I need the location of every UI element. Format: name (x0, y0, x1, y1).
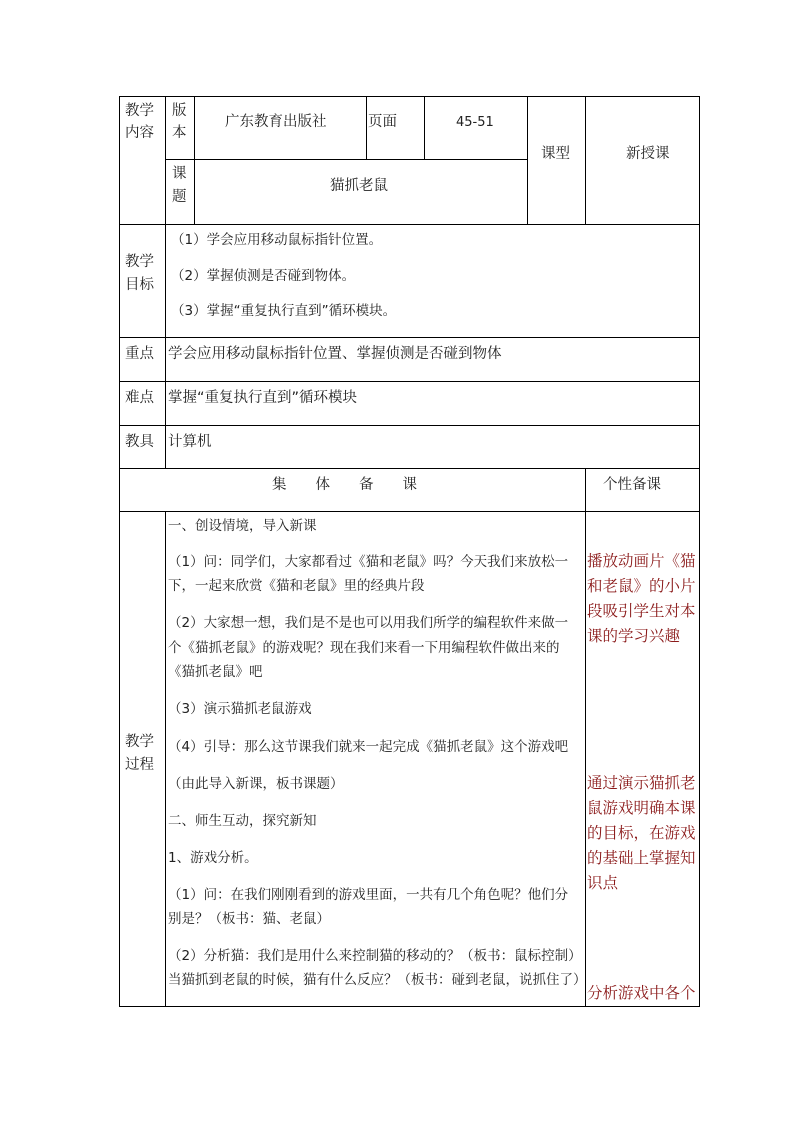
process-label-2: 过程 (125, 757, 154, 773)
tools-text: 计算机 (168, 434, 212, 450)
process-line: 下，一起来欣赏《猫和老鼠》里的经典片段 (168, 578, 425, 594)
grid-line (165, 96, 166, 468)
prep-note: 识点 (587, 874, 619, 892)
grid-line (424, 96, 425, 159)
collective-prep-heading: 集 体 备 课 (272, 477, 417, 493)
grid-line (366, 96, 367, 159)
process-line: （2）大家想一想，我们是不是也可以用我们所学的编程软件来做一 (168, 615, 569, 631)
topic-value: 猫抓老鼠 (330, 178, 388, 194)
prep-note: 鼠游戏明确本课 (587, 799, 696, 817)
objective-item: （2）掌握侦测是否碰到物体。 (171, 268, 356, 284)
grid-line (119, 96, 120, 1007)
objective-item: （3）掌握“重复执行直到”循环模块。 (171, 303, 397, 319)
topic-label-1: 课 (172, 166, 187, 182)
grid-line (527, 96, 528, 224)
publisher-value: 广东教育出版社 (225, 114, 327, 130)
process-label-1: 教学 (125, 734, 154, 750)
individual-prep-heading: 个性备课 (603, 477, 661, 493)
grid-line (165, 159, 528, 160)
grid-line (119, 468, 700, 469)
edition-label-2: 本 (172, 125, 187, 141)
grid-line (119, 224, 700, 225)
teach-content-label-1: 教学 (125, 103, 154, 119)
difficulty-text: 掌握“重复执行直到”循环模块 (168, 390, 358, 406)
grid-line (585, 468, 586, 1006)
process-line: 个《猫抓老鼠》的游戏呢？现在我们来看一下用编程软件做出来的 (168, 640, 560, 656)
process-line: （4）引导：那么这节课我们就来一起完成《猫抓老鼠》这个游戏吧 (168, 739, 569, 755)
difficulty-label: 难点 (125, 390, 154, 406)
objectives-label-2: 目标 (125, 277, 154, 293)
grid-line (194, 96, 195, 224)
prep-note: 课的学习兴趣 (587, 627, 681, 645)
process-line: 二、师生互动，探究新知 (168, 813, 317, 829)
grid-line (119, 425, 700, 426)
key-point-label: 重点 (125, 346, 154, 362)
prep-note: 段吸引学生对本 (587, 602, 696, 620)
tools-label: 教具 (125, 434, 154, 450)
topic-label-2: 题 (172, 189, 187, 205)
process-line: 《猫抓老鼠》吧 (168, 664, 263, 680)
process-line: 一、创设情境，导入新课 (168, 518, 317, 534)
lesson-type-value: 新授课 (626, 146, 670, 162)
grid-line (119, 96, 700, 97)
process-line: （2）分析猫：我们是用什么来控制猫的移动的？（板书：鼠标控制） (168, 948, 582, 964)
prep-note: 分析游戏中各个 (587, 984, 696, 1002)
prep-note: 和老鼠》的小片 (587, 577, 696, 595)
grid-line (119, 1006, 700, 1007)
lesson-type-label: 课型 (541, 146, 570, 162)
grid-line (165, 511, 166, 1006)
page-value: 45-51 (456, 115, 494, 130)
page-label: 页面 (368, 114, 397, 130)
grid-line (585, 96, 586, 224)
key-point-text: 学会应用移动鼠标指针位置、掌握侦测是否碰到物体 (168, 346, 502, 362)
process-line: （3）演示猫抓老鼠游戏 (168, 701, 312, 717)
objective-item: （1）学会应用移动鼠标指针位置。 (171, 232, 383, 248)
process-line: 别是？（板书：猫、老鼠） (168, 911, 330, 927)
process-line: （1）问：同学们，大家都看过《猫和老鼠》吗？今天我们来放松一 (168, 554, 569, 570)
grid-line (119, 337, 700, 338)
edition-label-1: 版 (172, 103, 187, 119)
prep-note: 的目标，在游戏 (587, 824, 696, 842)
prep-note: 的基础上掌握知 (587, 849, 696, 867)
teach-content-label-2: 内容 (125, 125, 154, 141)
process-line: （1）问：在我们刚刚看到的游戏里面，一共有几个角色呢？他们分 (168, 887, 569, 903)
objectives-label-1: 教学 (125, 254, 154, 270)
prep-note: 播放动画片《猫 (587, 552, 696, 570)
process-line: 当猫抓到老鼠的时候，猫有什么反应？（板书：碰到老鼠，说抓住了） (168, 972, 587, 988)
prep-note: 通过演示猫抓老 (587, 774, 696, 792)
grid-line (699, 96, 700, 1007)
process-line: 1、游戏分析。 (168, 850, 258, 866)
grid-line (119, 381, 700, 382)
process-line: （由此导入新课，板书课题） (168, 776, 344, 792)
grid-line (119, 511, 700, 512)
